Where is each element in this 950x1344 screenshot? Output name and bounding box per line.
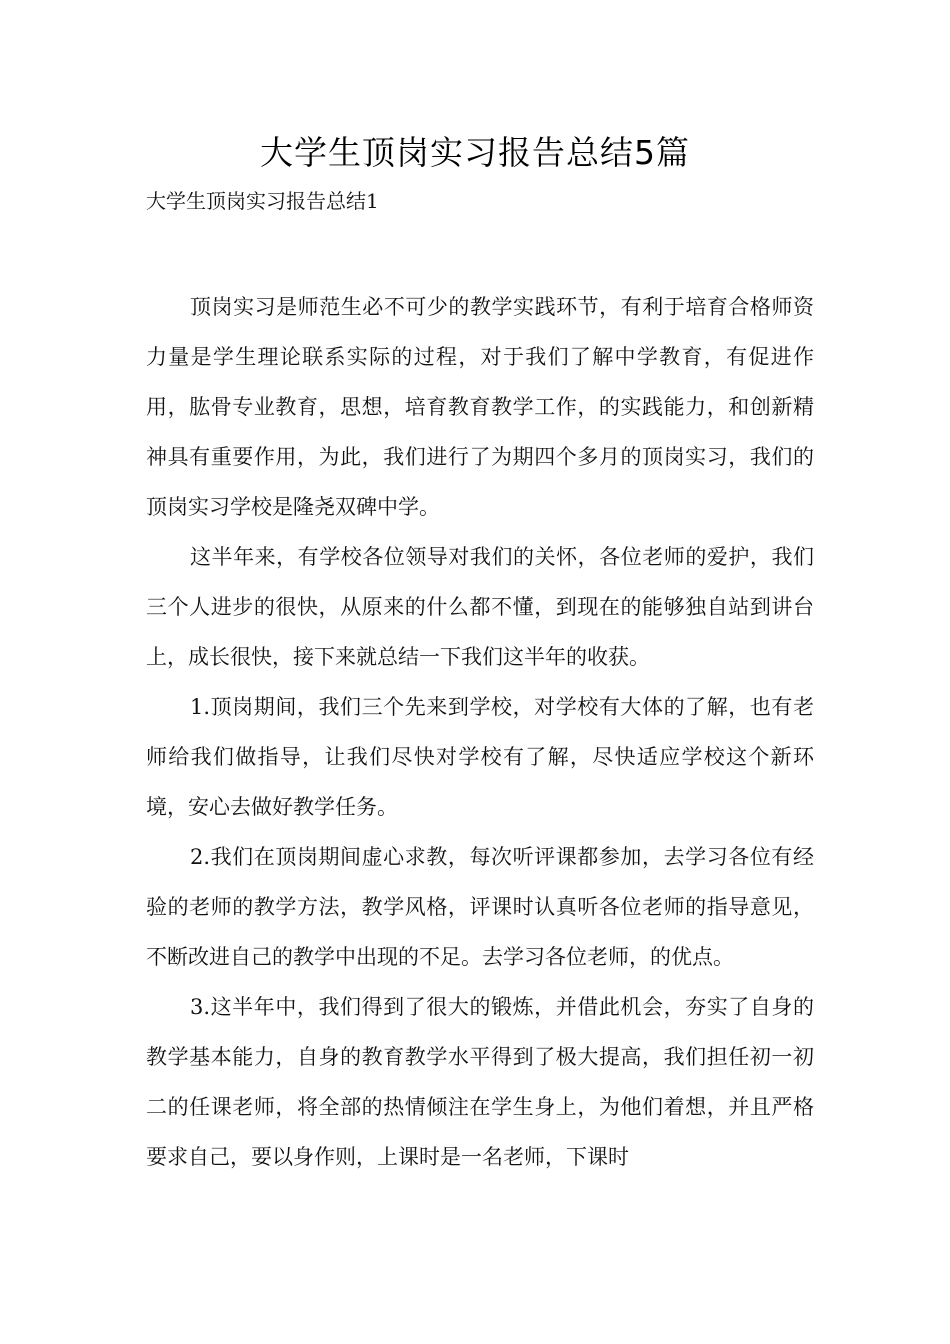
document-body (146, 282, 814, 1182)
paragraph-point-3: 3.这半年中，我们得到了很大的锻炼，并借此机会，夯实了自身的教学基本能力，自身的教育教学水平得到了极大提高，我们担任初一初二的任课老师，将全部的热情倾注在学生身上，为他们着想，并且严格要求自己，要以身作则，上课时是一名老师，下课时 (146, 995, 814, 1169)
paragraph-half-year: 这半年来，有学校各位领导对我们的关怀，各位老师的爱护，我们三个人进步的很快，从原来的什么都不懂，到现在的能够独自站到讲台上，成长很快，接下来就总结一下我们这半年的收获。 (146, 545, 814, 669)
paragraph-point-1: 1.顶岗期间，我们三个先来到学校，对学校有大体的了解，也有老师给我们做指导，让我们尽快对学校有了解，尽快适应学校这个新环境，安心去做好教学任务。 (146, 695, 814, 819)
paragraph-point-2: 2.我们在顶岗期间虚心求教，每次听评课都参加，去学习各位有经验的老师的教学方法，教学风格，评课时认真听各位老师的指导意见，不断改进自己的教学中出现的不足。去学习各位老师，的优点。 (146, 845, 814, 969)
section-heading: 大学生顶岗实习报告总结1 (146, 189, 379, 213)
paragraph-intro: 顶岗实习是师范生必不可少的教学实践环节，有利于培育合格师资力量是学生理论联系实际的过程，对于我们了解中学教育，有促进作用，肱骨专业教育，思想，培育教育教学工作，的实践能力，和创新精神具有重要作用，为此，我们进行了为期四个多月的顶岗实习，我们的顶岗实习学校是隆尧双碑中学。 (146, 295, 814, 519)
document-title: 大学生顶岗实习报告总结5篇 (260, 133, 690, 172)
